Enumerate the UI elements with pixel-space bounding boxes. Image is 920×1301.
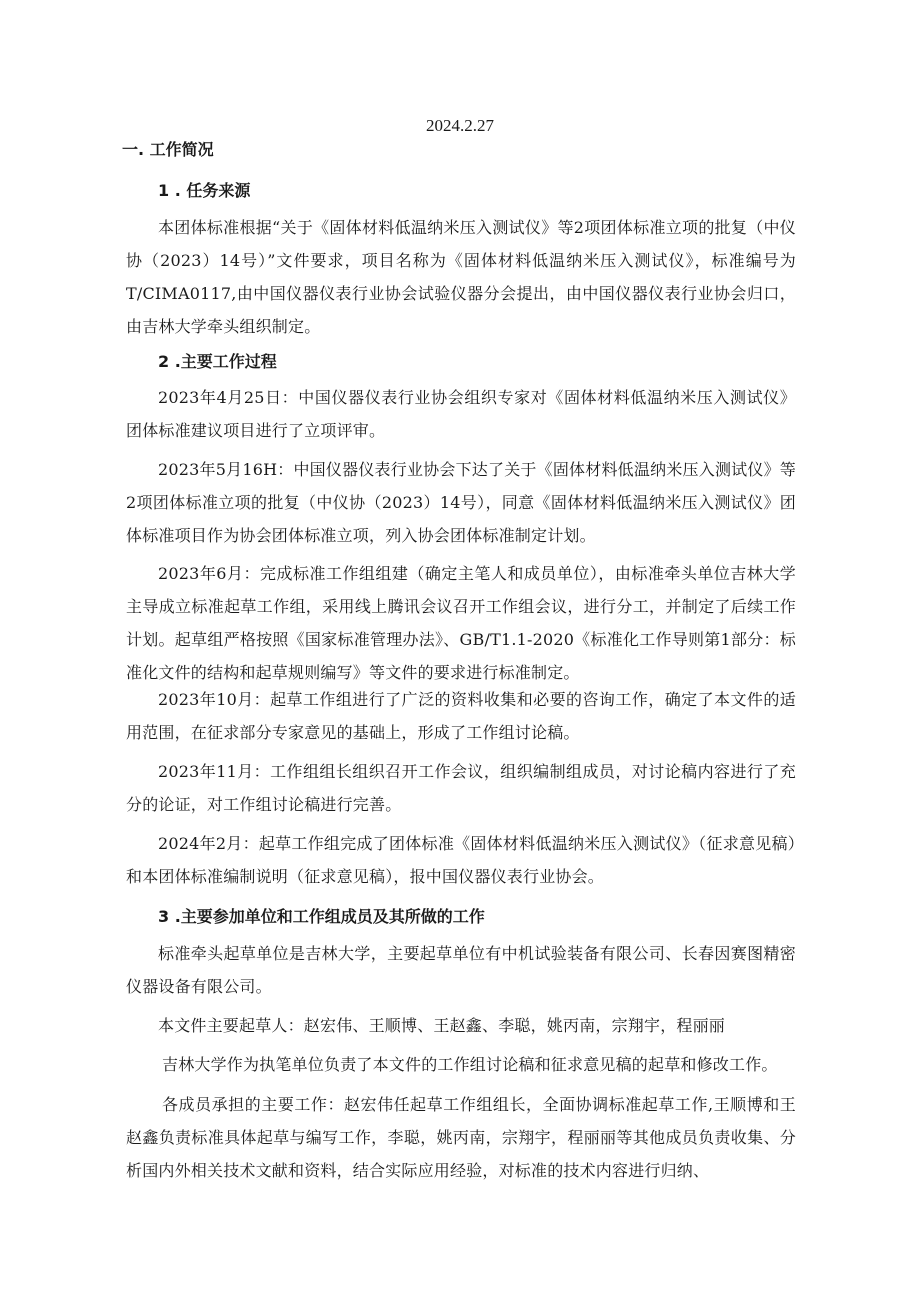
process-paragraph-5: 2023年11月：工作组组长组织召开工作会议，组织编制组成员，对讨论稿内容进行了充分的论证，对工作组讨论稿进行完善。 — [126, 762, 796, 814]
task-source-paragraph: 本团体标准根据“关于《固体材料低温纳米压入测试仪》等2项团体标准立项的批复（中仪协（2023）14号）”文件要求，项目名称为《固体材料低温纳米压入测试仪》，标准编号为T/CIMA0117,由中国仪器仪表行业协会试验仪器分会提出，由中国仪器仪表行业协会归口，由吉林大学牵头组织制定。 — [126, 218, 796, 336]
process-paragraph-4: 2023年10月：起草工作组进行了广泛的资料收集和必要的咨询工作，确定了本文件的适用范围，在征求部分专家意见的基础上，形成了工作组讨论稿。 — [126, 690, 796, 742]
subsection-heading-participants: 3 .主要参加单位和工作组成员及其所做的工作 — [158, 907, 485, 926]
participants-paragraph-2: 本文件主要起草人：赵宏伟、王顺博、王赵鑫、李聪，姚丙南，宗翔宇，程丽丽 — [158, 1016, 726, 1035]
process-paragraph-1: 2023年4月25日：中国仪器仪表行业协会组织专家对《固体材料低温纳米压入测试仪》团体标准建议项目进行了立项评审。 — [126, 388, 796, 440]
process-paragraph-2: 2023年5月16H：中国仪器仪表行业协会下达了关于《固体材料低温纳米压入测试仪》等2项团体标准立项的批复（中仪协（2023）14号），同意《固体材料低温纳米压入测试仪》团体标准项目作为协会团体标准立项，列入协会团体标准制定计划。 — [126, 460, 796, 545]
process-paragraph-3: 2023年6月：完成标准工作组组建（确定主笔人和成员单位），由标准牵头单位吉林大学主导成立标准起草工作组，采用线上腾讯会议召开工作组会议，进行分工，并制定了后续工作计划。起草组严格按照《国家标准管理办法》、GB/T1.1-2020《标准化工作导则第1部分：标准化文件的结构和起草规则编写》等文件的要求进行标准制定。 — [126, 564, 796, 682]
subsection-heading-task-source: 1 . 任务来源 — [158, 181, 251, 200]
participants-paragraph-1: 标准牵头起草单位是吉林大学，主要起草单位有中机试验装备有限公司、长春因赛图精密仪器设备有限公司。 — [126, 944, 796, 996]
process-paragraph-6: 2024年2月：起草工作组完成了团体标准《固体材料低温纳米压入测试仪》（征求意见稿）和本团体标准编制说明（征求意见稿），报中国仪器仪表行业协会。 — [126, 834, 796, 886]
participants-paragraph-3: 吉林大学作为执笔单位负责了本文件的工作组讨论稿和征求意见稿的起草和修改工作。 — [162, 1055, 778, 1074]
subsection-heading-work-process: 2 .主要工作过程 — [158, 352, 277, 371]
participants-paragraph-4: 各成员承担的主要工作：赵宏伟任起草工作组组长，全面协调标准起草工作,王顺博和王赵鑫负责标准具体起草与编写工作，李聪，姚丙南，宗翔宇，程丽丽等其他成员负责收集、分析国内外相关技术文献和资料，结合实际应用经验，对标准的技术内容进行归纳、 — [126, 1095, 796, 1180]
document-date: 2024.2.27 — [426, 116, 494, 135]
section-heading-work-overview: 一. 工作简况 — [122, 140, 214, 159]
